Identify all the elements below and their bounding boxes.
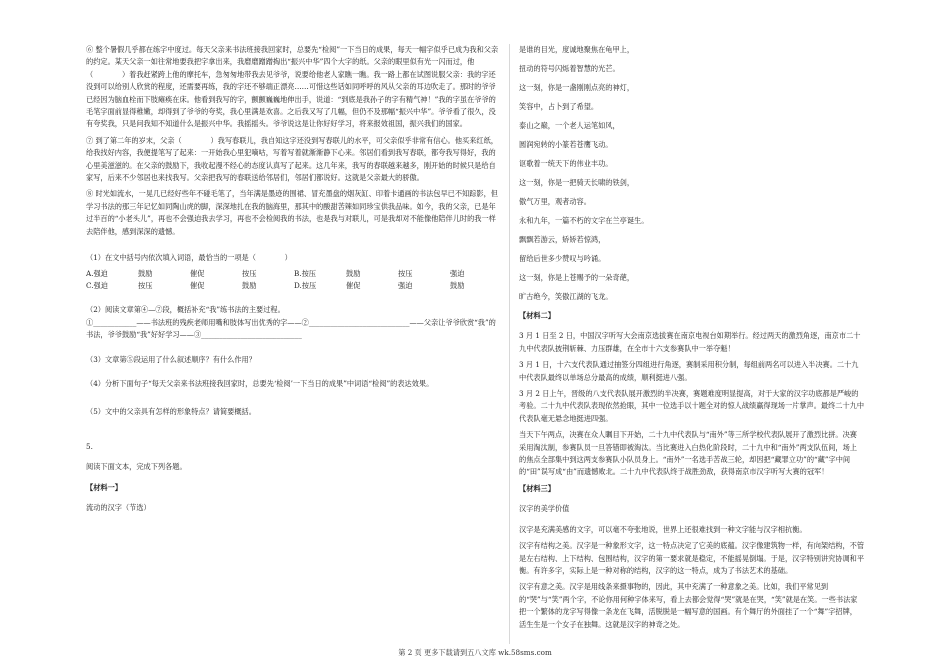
question-5: （5）文中的父亲具有怎样的形象特点？请简要概括。 [86,407,256,417]
material-3-subtitle: 汉字的美学价值 [519,504,570,514]
option-c-word-2: 按压 [138,280,153,290]
poem-line: 圆润宛转的小篆若苍鹰飞动。 [519,140,613,149]
left-column [86,44,500,522]
poem-line: 傲气万里，观者动容。 [519,197,591,206]
material-2-paragraph: 3 月 1 日至 2 日，中国汉字听写大会南京选拔赛在南京电视台如期举行。经过两天的激烈角逐，南京市二十九中代表队披荆斩棘、力压群雄，在全市十六支参赛队中一举夺魁！ [519,331,861,353]
option-b-word-3: 按压 [398,268,413,278]
option-a-word-4: 按压 [242,268,257,278]
option-a-word-2: 鼓励 [138,268,153,278]
column-divider [509,44,510,644]
material-3-title: 【材料三】 [519,483,555,493]
option-b-word-4: 强迫 [450,268,465,278]
option-d-word-4: 鼓励 [450,280,465,290]
poem-line: 笑容中，占卜到了希望。 [519,102,599,111]
paragraph-8: ⑧ 时光如流水，一晃几已经好些年不碰毛笔了，当年满是墨迹的围裙、冒充墨盘的烟灰缸、印着卡通画的书法包早已不知踪影，但学习书法的那三年记忆如同陶山虎的脚，深深地扎在我的脑海里，那其中的酸甜苦辣如同珍宝供我品味。如今，我的父亲，已是年过半百的“小老头儿”，再也不会强迫我去学习，再也不会检阅我的书法，也是我与对联儿，可是我却对不能像他陪伴儿时的我一样去陪伴他，感到深深的遗憾。 [86,189,498,236]
material-3-paragraph: 汉字有结构之美。汉字是一种象形文字，这一特点决定了它美的底蕴。汉字像建筑物一样，有向架结构，不管是左右结构、上下结构、包围结构，汉字的第一要求就是稳定，不能摇晃倒塌。于是，汉字特别讲究协调和平衡。有许多字，实际上是一种对称的结构，汉字的这一特点，成为了书法艺术的基础。 [519,541,865,575]
poem-line: 这一刻，你是一盏刚刚点亮的神灯， [519,83,635,92]
option-c: C.强迫 [86,280,108,290]
option-d-word-2: 催促 [346,280,361,290]
question-2 [86,304,500,341]
poem-line: 飘飘若游云，矫矫若惊鸿， [519,235,606,244]
poem-line: 旷古绝今，笑傲江湖的飞龙。 [519,292,613,301]
poem-line: 留给后世多少赞叹与吟诵。 [519,254,606,263]
material-2-paragraph: 当天下午两点，决赛在众人瞩目下开始，二十九中代表队与“南外”等三所学校代表队展开了激烈比拼。决赛采用淘汰制，参赛队员一旦答错即被淘汰。当比赛进入白热化阶段时，二十九中和“南外”两支队伍间，场上的焦点全部集中到这两支参赛队小队员身上。“南外”一名选手苦战三轮，却因把“藏罪立功”的“藏”字中间的“田”误写成“由”而遗憾败北。二十九中代表队终于战胜劲敌，获得南京市汉字听写大赛的冠军！ [519,430,857,477]
material-1-title: 【材料一】 [86,482,122,492]
poem [519,44,864,303]
poem-line: 这一刻，你是一把骑天长啸的铁剑， [519,178,635,187]
section-number: 5. [86,441,93,451]
material-2-paragraph: 3 月 1 日，十六支代表队通过抽签分四组进行角逐，赛制采用积分制，每组前两名可以进入半决赛。二十九中代表队最终以单场总分最高的成绩，顺利挺进八强。 [519,360,859,382]
poem-line: 是谁的目光，度诚地聚焦在龟甲上， [519,45,635,54]
material-2-title: 【材料二】 [519,311,555,320]
paragraph-6: ⑥ 整个暑假几乎都在练字中度过。每天父亲来书法班接我回家时，总要先“检阅”一下当日的成果，每天一幅字似乎已成为我和父亲的约定。某天父亲一如往常地要我把字拿出来，我磨磨蹭蹭掏出“振兴中华”四个大字的纸。父亲的眼里似有光一闪而过，他（ ）着我赶紧跨上他的摩托车，急匆匆地带我去见爷爷，说要给他老人家瞧一瞧。我一路上都在试图说服父亲：我的字还没到可以给别人欣赏的程度，还需要再练，我的字还不够端正漂亮……可惜这些话如同呼呼的风从父亲的耳边吹走了。那时的爷爷已经因为脑血栓而下肢瘫痪在床。他看到我写的字，颤颤巍巍地伸出手，说道：“到底是我孙子的字有精气神！”我的字虽在爷爷的毛笔字面前显得稚嫩，却得到了爷爷的夸奖，我心里满是欢喜。之后我又写了几幅，但仍不及那幅“振兴中华”。爷爷看了很久，没有夸奖我，只是问我知不知道什么是振兴中华。我摇摇头。爷爷说这是让你好好学习，将来报效祖国，振兴我们的国家。 [86,45,499,129]
option-c-word-3: 催促 [190,280,205,290]
option-d-word-3: 强迫 [398,280,413,290]
question-2-stem: （2）阅读文章第④—⑦段，概括补充“我”练书法的主要过程。 [86,305,285,315]
poem-line: 这一刻，你是上苍赐予的一朵奇葩， [519,273,635,282]
material-3-paragraph: 汉字是充满美感的文字，可以毫不夸张地说，世界上还很难找到一种文字能与汉字相抗衡。 [519,524,807,534]
option-b: B.按压 [294,268,316,278]
poem-line: 讴歌着一统天下的伟业丰功。 [519,159,613,168]
option-d: D.按压 [294,280,317,290]
poem-line: 永和九年，一篇不朽的文字在兰亭诞生。 [519,216,649,225]
question-3: （3）文章第⑤段运用了什么叙述顺序？有什么作用？ [86,354,256,364]
options-row-1 [86,268,500,280]
material-3-paragraph: 汉字有意之美。汉字是用线条来摄事物的，因此，其中充满了一种意象之美。比如，我们平常见到的“哭”与“笑”两个字，不论你用何种字体来写，看上去都会觉得“哭”就是在哭，“笑”就是在笑。一些书法家把一个繁体的龙字写得像一条龙在飞舞，活脱脱是一幅写意的国画。有个舞厅的外面挂了一个“舞”字招牌，活生生是一个女子在独舞。这就是汉字的神奇之处。 [519,582,858,629]
page-footer: 第 2 页 更多下载请到五八文库 wk.58sms.com [398,648,552,657]
question-1 [86,252,500,292]
option-c-word-4: 鼓励 [242,280,257,290]
material-1-subtitle: 流动的汉字（节选） [86,502,151,512]
option-a-word-3: 催促 [190,268,205,278]
question-4: （4）分析下面句子“每天父亲来书法班接我回家时，总要先‘检阅’一下当日的成果”中词语“检阅”的表达效果。 [86,378,434,388]
option-b-word-2: 鼓励 [346,268,361,278]
poem-line: 扭动的符号闪烁着智慧的光芒。 [519,64,620,73]
material-2-paragraph: 3 月 2 日上午，晋级的八支代表队展开激烈的半决赛，赛题难度明显提高，对于大家的汉字功底都是严峻的考验。二十九中代表队表现依然抢眼，其中一位选手以十题全对的惊人战绩赢得现场一片掌声。最终二十九中代表队毫无悬念地挺进四强。 [519,389,865,423]
options-row-2 [86,280,500,292]
option-a: A.强迫 [86,268,108,278]
paragraph-7: ⑦ 到了第二年的岁末，父亲（ ）我写春联儿，我自知这字还没到写春联儿的水平，可父亲似乎非常有信心。他买来红纸，给我找好内容，我便提笔写了起来：一开始我心里犯嘀咕，写着写着就渐渐静下心来。邻居们看到我写春联，都夸我写得好，我的心里美滋滋的。在父亲的鼓励下，我收起漫不经心的态度认真写了起来。这几年来，我写的春联越来越多，刚开始的时候只是给自家写，后来不少邻居也来找我写。父亲把我写的春联送给邻居们，邻居们都说好。这就是父亲最大的骄傲。 [86,135,498,183]
poem-line: 泰山之巅，一个老人运笔如风， [519,121,620,130]
question-1-options [86,268,500,293]
right-column [519,44,864,635]
question-2-blanks: ①____________——书法班的残疾老师用嘴和肢体写出优秀的字——②____________________________——父亲让爷爷欣赏“我”的书法，爷爷鼓励“我”好好学习——③____________________________ [86,317,496,340]
question-1-stem: （1）在文中括号内依次填入词语，最恰当的一项是（ ） [86,253,292,263]
section-intro: 阅读下面文本，完成下列各题。 [86,462,187,472]
